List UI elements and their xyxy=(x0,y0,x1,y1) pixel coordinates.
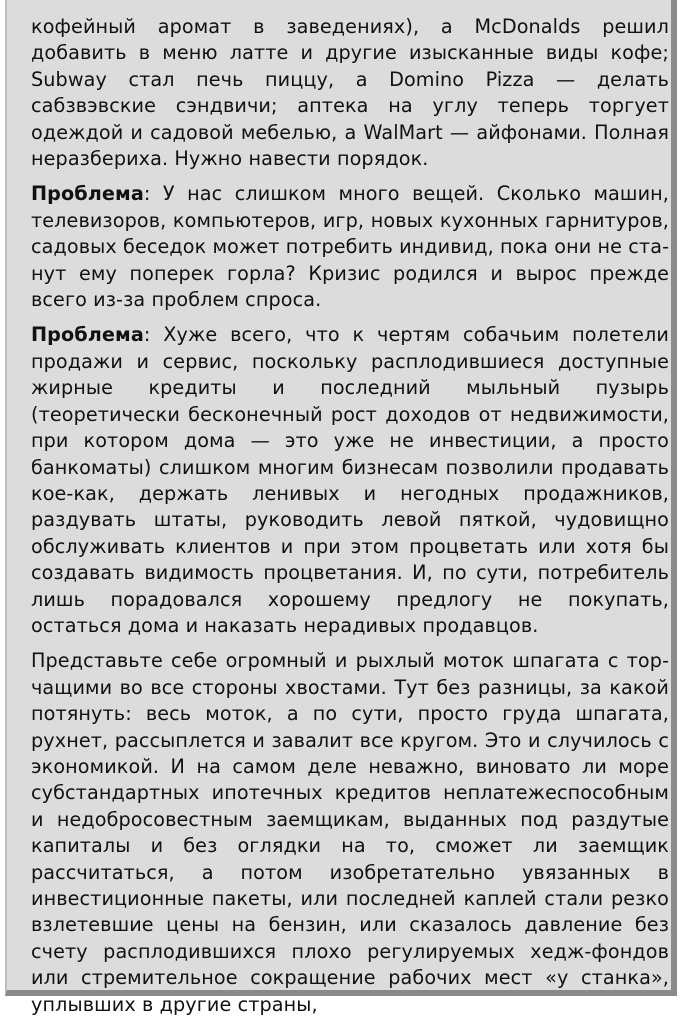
paragraph-4-text: Представьте себе огромный и рыхлый моток шпагата с торчащими во все стороны хвостами. Тут без разницы, за какой потянуть: весь моток, а по сути, просто груда шпагата, рухнет, рассыплется и завалит все кругом. Это и случилось с экономикой. И на самом деле неважно, виновато ли море субстандартных ипотечных кредитов неплатежеспособным и недобросовестным заемщикам, выданных под раздутые капиталы и без оглядки на то, сможет ли заемщик рассчитаться, а потом изобретательно увязанных в инвестиционные пакеты, или последней каплей стали резко взлетевшие цены на бензин, или сказалось давление без счету расплодившихся плохо регулируемых хедж-фондов или стремительное сокращение рабочих мест «у станка», уплывших в другие страны, xyxy=(31,649,669,1016)
paragraph-3-text: : Хуже всего, что к чертям собачьим полетели продажи и сервис, поскольку расплодившиеся доступные жирные кредиты и последний мыльный пузырь (теоретически бесконечный рост доходов от недвижимости, при котором дома — это уже не инвестиции, а просто банкоматы) слишком многим бизнесам позволили продавать кое-как, держать ленивых и негодных продажников, раздувать штаты, руководить левой пяткой, чудовищно обслуживать клиентов и при этом процветать или хотя бы создавать видимость процветания. И, по сути, потребитель лишь порадовался хорошему предлогу не покупать, остаться дома и наказать нерадивых продавцов. xyxy=(31,323,669,637)
paragraph-2 xyxy=(31,181,669,313)
paragraph-4 xyxy=(31,648,669,1018)
paragraph-2-text: : У нас слишком много вещей. Сколько машин, телевизоров, компьютеров, игр, новых кухонных гарнитуров, садовых беседок может потребить индивид, пока они не станут ему поперек горла? Кризис родился и вырос прежде всего из-за проблем спроса. xyxy=(31,182,669,312)
problem-label: Проблема xyxy=(31,323,144,347)
problem-label: Проблема xyxy=(31,182,144,206)
paragraph-1 xyxy=(31,14,669,172)
paragraph-1-text: кофейный аромат в заведениях), а McDonalds решил добавить в меню латте и другие изысканные виды кофе; Subway стал печь пиццу, а Domino Pizza — делать сабзвэвские сэндвичи; аптека на углу теперь торгует одеждой и садовой мебелью, а WalMart — айфонами. Полная неразбериха. Нужно навести порядок. xyxy=(31,15,669,171)
paragraph-3 xyxy=(31,322,669,639)
page-frame xyxy=(5,0,677,1016)
document-body xyxy=(31,14,669,1027)
